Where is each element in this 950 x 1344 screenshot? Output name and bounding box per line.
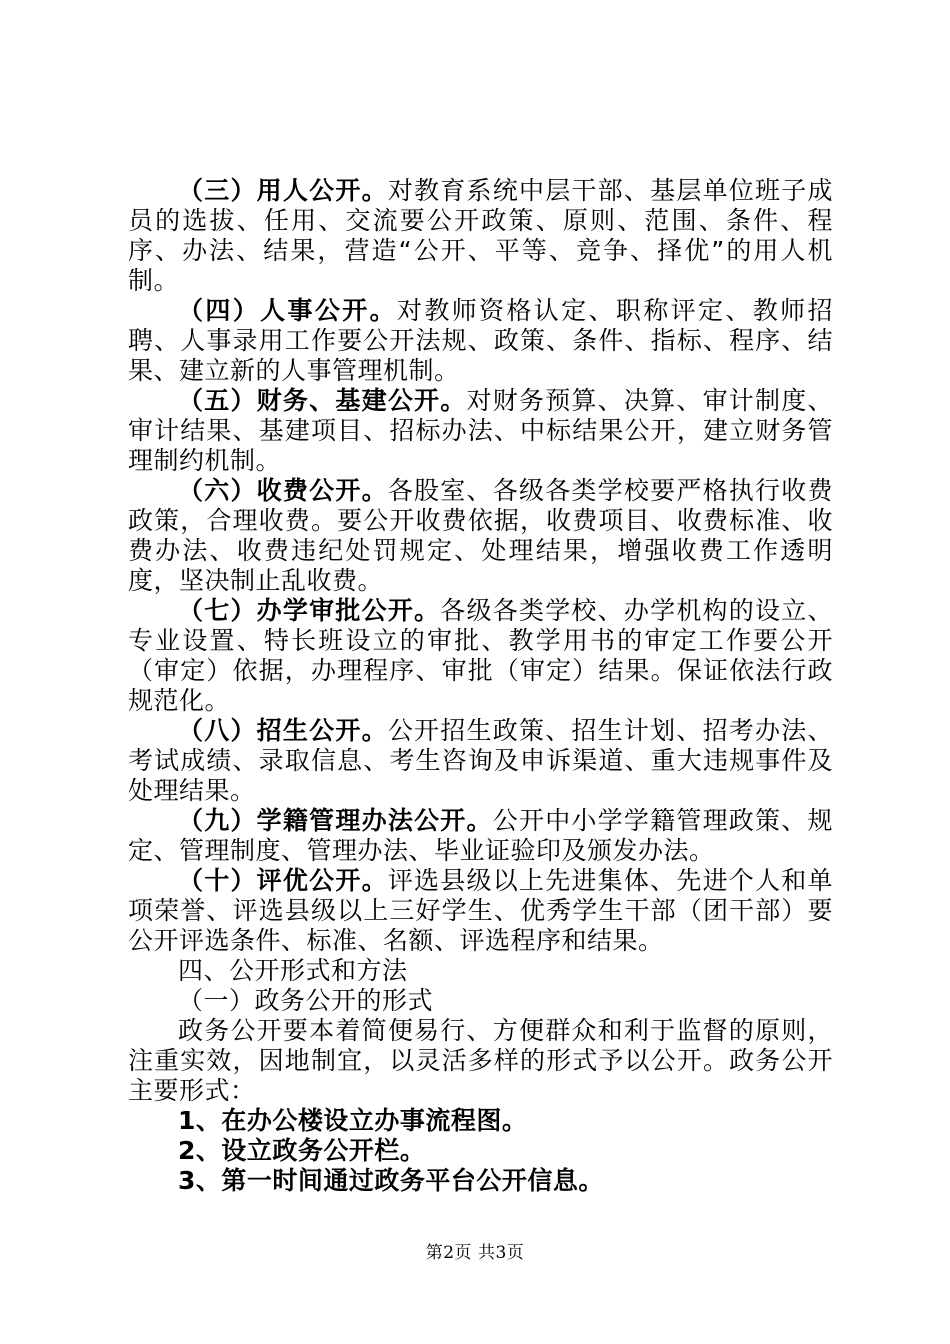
paragraph-heading: （三）用人公开。 <box>178 176 388 205</box>
paragraph-awards <box>128 866 833 956</box>
list-item: 2、设立政务公开栏。 <box>178 1136 426 1165</box>
paragraph-text: 对财务预算、决算、审计制度、审计结果、基建项目、招标办法、中标结果公开，建立财务管理制约机制。 <box>128 386 833 475</box>
paragraph-heading: （七）办学审批公开。 <box>178 596 441 625</box>
paragraph-text: 对教育系统中层干部、基层单位班子成员的选拔、任用、交流要公开政策、原则、范围、条件、程序、办法、结果，营造“公开、平等、竞争、择优”的用人机制。 <box>128 176 833 295</box>
paragraph-text: 评选县级以上先进集体、先进个人和单项荣誉、评选县级以上三好学生、优秀学生干部（团干部）要公开评选条件、标准、名额、评选程序和结果。 <box>128 866 833 955</box>
paragraph-text: 各股室、各级各类学校要严格执行收费政策，合理收费。要公开收费依据，收费项目、收费标准、收费办法、收费违纪处罚规定、处理结果，增强收费工作透明度，坚决制止乱收费。 <box>128 476 833 595</box>
list-item: 1、在办公楼设立办事流程图。 <box>178 1106 528 1135</box>
page-number-footer: 第2页 共3页 <box>425 1243 525 1263</box>
paragraph-heading: （五）财务、基建公开。 <box>178 386 467 415</box>
paragraph-text: 对教师资格认定、职称评定、教师招聘、人事录用工作要公开法规、政策、条件、指标、程序、结果、建立新的人事管理机制。 <box>128 296 833 385</box>
paragraph-staffing <box>128 176 833 296</box>
paragraph-heading: （十）评优公开。 <box>178 866 388 895</box>
paragraph-finance <box>128 386 833 476</box>
paragraph-enrollment <box>128 716 833 806</box>
paragraph-school-approval <box>128 596 833 716</box>
intro-paragraph: 政务公开要本着简便易行、方便群众和利于监督的原则，注重实效，因地制宜，以灵活多样的形式予以公开。政务公开主要形式： <box>128 1016 833 1105</box>
paragraph-heading: （六）收费公开。 <box>178 476 388 505</box>
paragraph-heading: （九）学籍管理办法公开。 <box>178 806 493 835</box>
paragraph-text: 公开招生政策、招生计划、招考办法、考试成绩、录取信息、考生咨询及申诉渠道、重大违规事件及处理结果。 <box>128 716 833 805</box>
document-body <box>128 176 833 1196</box>
paragraph-text: 各级各类学校、办学机构的设立、专业设置、特长班设立的审批、教学用书的审定工作要公开（审定）依据，办理程序、审批（审定）结果。保证依法行政规范化。 <box>128 596 833 715</box>
subsection-heading: （一）政务公开的形式 <box>178 986 434 1015</box>
paragraph-text: 公开中小学学籍管理政策、规定、管理制度、管理办法、毕业证验印及颁发办法。 <box>128 806 833 865</box>
section-heading: 四、公开形式和方法 <box>178 956 408 985</box>
list-item: 3、第一时间通过政务平台公开信息。 <box>178 1166 604 1195</box>
paragraph-heading: （四）人事公开。 <box>178 296 397 325</box>
paragraph-student-records <box>128 806 833 866</box>
paragraph-personnel <box>128 296 833 386</box>
paragraph-heading: （八）招生公开。 <box>178 716 388 745</box>
paragraph-fees <box>128 476 833 596</box>
